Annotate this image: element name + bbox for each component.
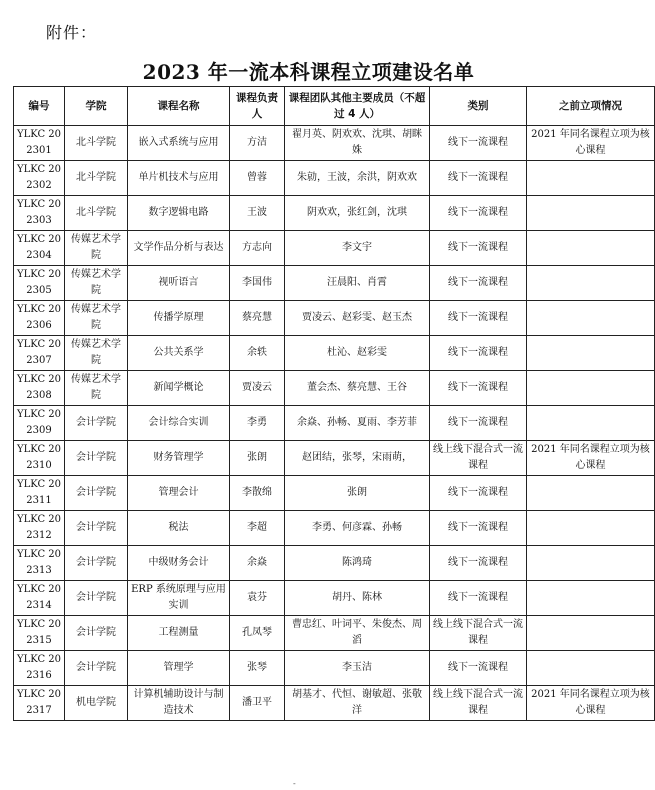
cell-prev <box>527 546 655 581</box>
cell-type: 线下一流课程 <box>430 126 527 161</box>
cell-course: 数字逻辑电路 <box>128 196 230 231</box>
cell-school: 会计学院 <box>65 581 128 616</box>
cell-team: 李玉洁 <box>285 651 430 686</box>
cell-lead: 李散绵 <box>230 476 285 511</box>
cell-course: 新闻学概论 <box>128 371 230 406</box>
cell-id: YLKC 202313 <box>14 546 65 581</box>
cell-school: 会计学院 <box>65 511 128 546</box>
cell-id: YLKC 202307 <box>14 336 65 371</box>
cell-course: 嵌入式系统与应用 <box>128 126 230 161</box>
cell-type: 线下一流课程 <box>430 406 527 441</box>
cell-prev <box>527 161 655 196</box>
cell-type: 线上线下混合式一流课程 <box>430 686 527 721</box>
cell-team: 阴欢欢，张红剑，沈琪 <box>285 196 430 231</box>
table-row <box>14 371 655 406</box>
cell-prev <box>527 651 655 686</box>
cell-type: 线下一流课程 <box>430 371 527 406</box>
cell-id: YLKC 202305 <box>14 266 65 301</box>
table-row <box>14 476 655 511</box>
header-school: 学院 <box>65 87 128 126</box>
table-row <box>14 266 655 301</box>
cell-lead: 曾蓉 <box>230 161 285 196</box>
cell-type: 线下一流课程 <box>430 476 527 511</box>
cell-lead: 袁芬 <box>230 581 285 616</box>
cell-course: 工程测量 <box>128 616 230 651</box>
document-title: 2023 年一流本科课程立项建设名单 <box>142 60 475 84</box>
table-row <box>14 511 655 546</box>
cell-course: 单片机技术与应用 <box>128 161 230 196</box>
table-row <box>14 441 655 476</box>
page-mark: - <box>293 779 296 788</box>
cell-prev <box>527 336 655 371</box>
cell-team: 朱勍，王波，余洪，阴欢欢 <box>285 161 430 196</box>
cell-school: 会计学院 <box>65 441 128 476</box>
cell-course: 公共关系学 <box>128 336 230 371</box>
cell-school: 会计学院 <box>65 406 128 441</box>
cell-id: YLKC 202314 <box>14 581 65 616</box>
header-team: 课程团队其他主要成员（不超过 4 人） <box>285 87 430 126</box>
cell-id: YLKC 202303 <box>14 196 65 231</box>
cell-type: 线下一流课程 <box>430 266 527 301</box>
cell-id: YLKC 202312 <box>14 511 65 546</box>
cell-school: 传媒艺术学院 <box>65 231 128 266</box>
cell-school: 会计学院 <box>65 476 128 511</box>
table-body <box>14 126 655 721</box>
cell-team: 胡丹、陈林 <box>285 581 430 616</box>
cell-prev <box>527 266 655 301</box>
cell-type: 线下一流课程 <box>430 546 527 581</box>
cell-team: 翟月英、阴欢欢、沈琪、胡眯姝 <box>285 126 430 161</box>
cell-prev: 2021 年同名课程立项为核心课程 <box>527 126 655 161</box>
cell-lead: 孔凤琴 <box>230 616 285 651</box>
header-row <box>14 87 655 126</box>
cell-course: 会计综合实训 <box>128 406 230 441</box>
cell-id: YLKC 202308 <box>14 371 65 406</box>
cell-lead: 蔡亮慧 <box>230 301 285 336</box>
cell-team: 张朗 <box>285 476 430 511</box>
cell-course: ERP 系统原理与应用实训 <box>128 581 230 616</box>
table-row <box>14 161 655 196</box>
cell-id: YLKC 202317 <box>14 686 65 721</box>
cell-lead: 张朗 <box>230 441 285 476</box>
cell-type: 线下一流课程 <box>430 196 527 231</box>
cell-type: 线下一流课程 <box>430 161 527 196</box>
cell-team: 胡基才、代恒、谢敏超、张敬洋 <box>285 686 430 721</box>
table-row <box>14 546 655 581</box>
cell-type: 线上线下混合式一流课程 <box>430 441 527 476</box>
cell-team: 曹忠红、叶词平、朱俊杰、周滔 <box>285 616 430 651</box>
cell-prev <box>527 476 655 511</box>
cell-lead: 余轶 <box>230 336 285 371</box>
cell-lead: 潘卫平 <box>230 686 285 721</box>
cell-course: 财务管理学 <box>128 441 230 476</box>
table-row <box>14 686 655 721</box>
cell-lead: 李国伟 <box>230 266 285 301</box>
table-row <box>14 336 655 371</box>
cell-prev: 2021 年同名课程立项为核心课程 <box>527 441 655 476</box>
cell-course: 中级财务会计 <box>128 546 230 581</box>
cell-id: YLKC 202316 <box>14 651 65 686</box>
header-prev: 之前立项情况 <box>527 87 655 126</box>
cell-id: YLKC 202310 <box>14 441 65 476</box>
cell-school: 传媒艺术学院 <box>65 266 128 301</box>
cell-lead: 余焱 <box>230 546 285 581</box>
cell-team: 陈鸿琦 <box>285 546 430 581</box>
cell-type: 线下一流课程 <box>430 301 527 336</box>
cell-school: 北斗学院 <box>65 126 128 161</box>
cell-team: 贾凌云、赵彩雯、赵玉杰 <box>285 301 430 336</box>
table-row <box>14 301 655 336</box>
cell-lead: 张琴 <box>230 651 285 686</box>
cell-school: 传媒艺术学院 <box>65 301 128 336</box>
table-row <box>14 126 655 161</box>
cell-school: 机电学院 <box>65 686 128 721</box>
cell-id: YLKC 202304 <box>14 231 65 266</box>
cell-team: 董会杰、蔡亮慧、王谷 <box>285 371 430 406</box>
cell-course: 视听语言 <box>128 266 230 301</box>
cell-school: 会计学院 <box>65 546 128 581</box>
table-row <box>14 581 655 616</box>
cell-course: 税法 <box>128 511 230 546</box>
cell-prev <box>527 616 655 651</box>
cell-team: 汪晨阳、肖霄 <box>285 266 430 301</box>
cell-type: 线下一流课程 <box>430 651 527 686</box>
cell-course: 管理会计 <box>128 476 230 511</box>
cell-prev <box>527 196 655 231</box>
cell-id: YLKC 202301 <box>14 126 65 161</box>
cell-type: 线下一流课程 <box>430 511 527 546</box>
cell-id: YLKC 202302 <box>14 161 65 196</box>
cell-course: 计算机辅助设计与制造技术 <box>128 686 230 721</box>
table-row <box>14 651 655 686</box>
header-type: 类别 <box>430 87 527 126</box>
cell-school: 传媒艺术学院 <box>65 371 128 406</box>
cell-school: 北斗学院 <box>65 196 128 231</box>
cell-lead: 李勇 <box>230 406 285 441</box>
cell-course: 管理学 <box>128 651 230 686</box>
table-row <box>14 231 655 266</box>
cell-school: 北斗学院 <box>65 161 128 196</box>
course-list-table <box>13 86 655 721</box>
cell-lead: 王波 <box>230 196 285 231</box>
cell-school: 传媒艺术学院 <box>65 336 128 371</box>
header-id: 编号 <box>14 87 65 126</box>
table-row <box>14 196 655 231</box>
cell-lead: 方洁 <box>230 126 285 161</box>
cell-prev <box>527 301 655 336</box>
cell-team: 杜沁、赵彩雯 <box>285 336 430 371</box>
attachment-label: 附件： <box>46 23 98 42</box>
cell-school: 会计学院 <box>65 651 128 686</box>
cell-prev <box>527 581 655 616</box>
cell-team: 李勇、何彦霖、孙畅 <box>285 511 430 546</box>
cell-course: 文学作品分析与表达 <box>128 231 230 266</box>
header-course: 课程名称 <box>128 87 230 126</box>
cell-prev <box>527 231 655 266</box>
header-lead: 课程负责人 <box>230 87 285 126</box>
cell-prev <box>527 511 655 546</box>
cell-id: YLKC 202309 <box>14 406 65 441</box>
cell-team: 余焱、孙畅、夏雨、李芳菲 <box>285 406 430 441</box>
table-row <box>14 406 655 441</box>
cell-lead: 方志向 <box>230 231 285 266</box>
cell-course: 传播学原理 <box>128 301 230 336</box>
cell-type: 线上线下混合式一流课程 <box>430 616 527 651</box>
cell-id: YLKC 202315 <box>14 616 65 651</box>
cell-type: 线下一流课程 <box>430 231 527 266</box>
cell-prev <box>527 406 655 441</box>
cell-prev: 2021 年同名课程立项为核心课程 <box>527 686 655 721</box>
cell-id: YLKC 202306 <box>14 301 65 336</box>
cell-type: 线下一流课程 <box>430 336 527 371</box>
cell-prev <box>527 371 655 406</box>
cell-id: YLKC 202311 <box>14 476 65 511</box>
table-header <box>14 87 655 126</box>
cell-type: 线下一流课程 <box>430 581 527 616</box>
cell-team: 李文宇 <box>285 231 430 266</box>
cell-team: 赵团结，张琴，宋雨萌， <box>285 441 430 476</box>
cell-lead: 贾凌云 <box>230 371 285 406</box>
cell-school: 会计学院 <box>65 616 128 651</box>
cell-lead: 李超 <box>230 511 285 546</box>
table-row <box>14 616 655 651</box>
